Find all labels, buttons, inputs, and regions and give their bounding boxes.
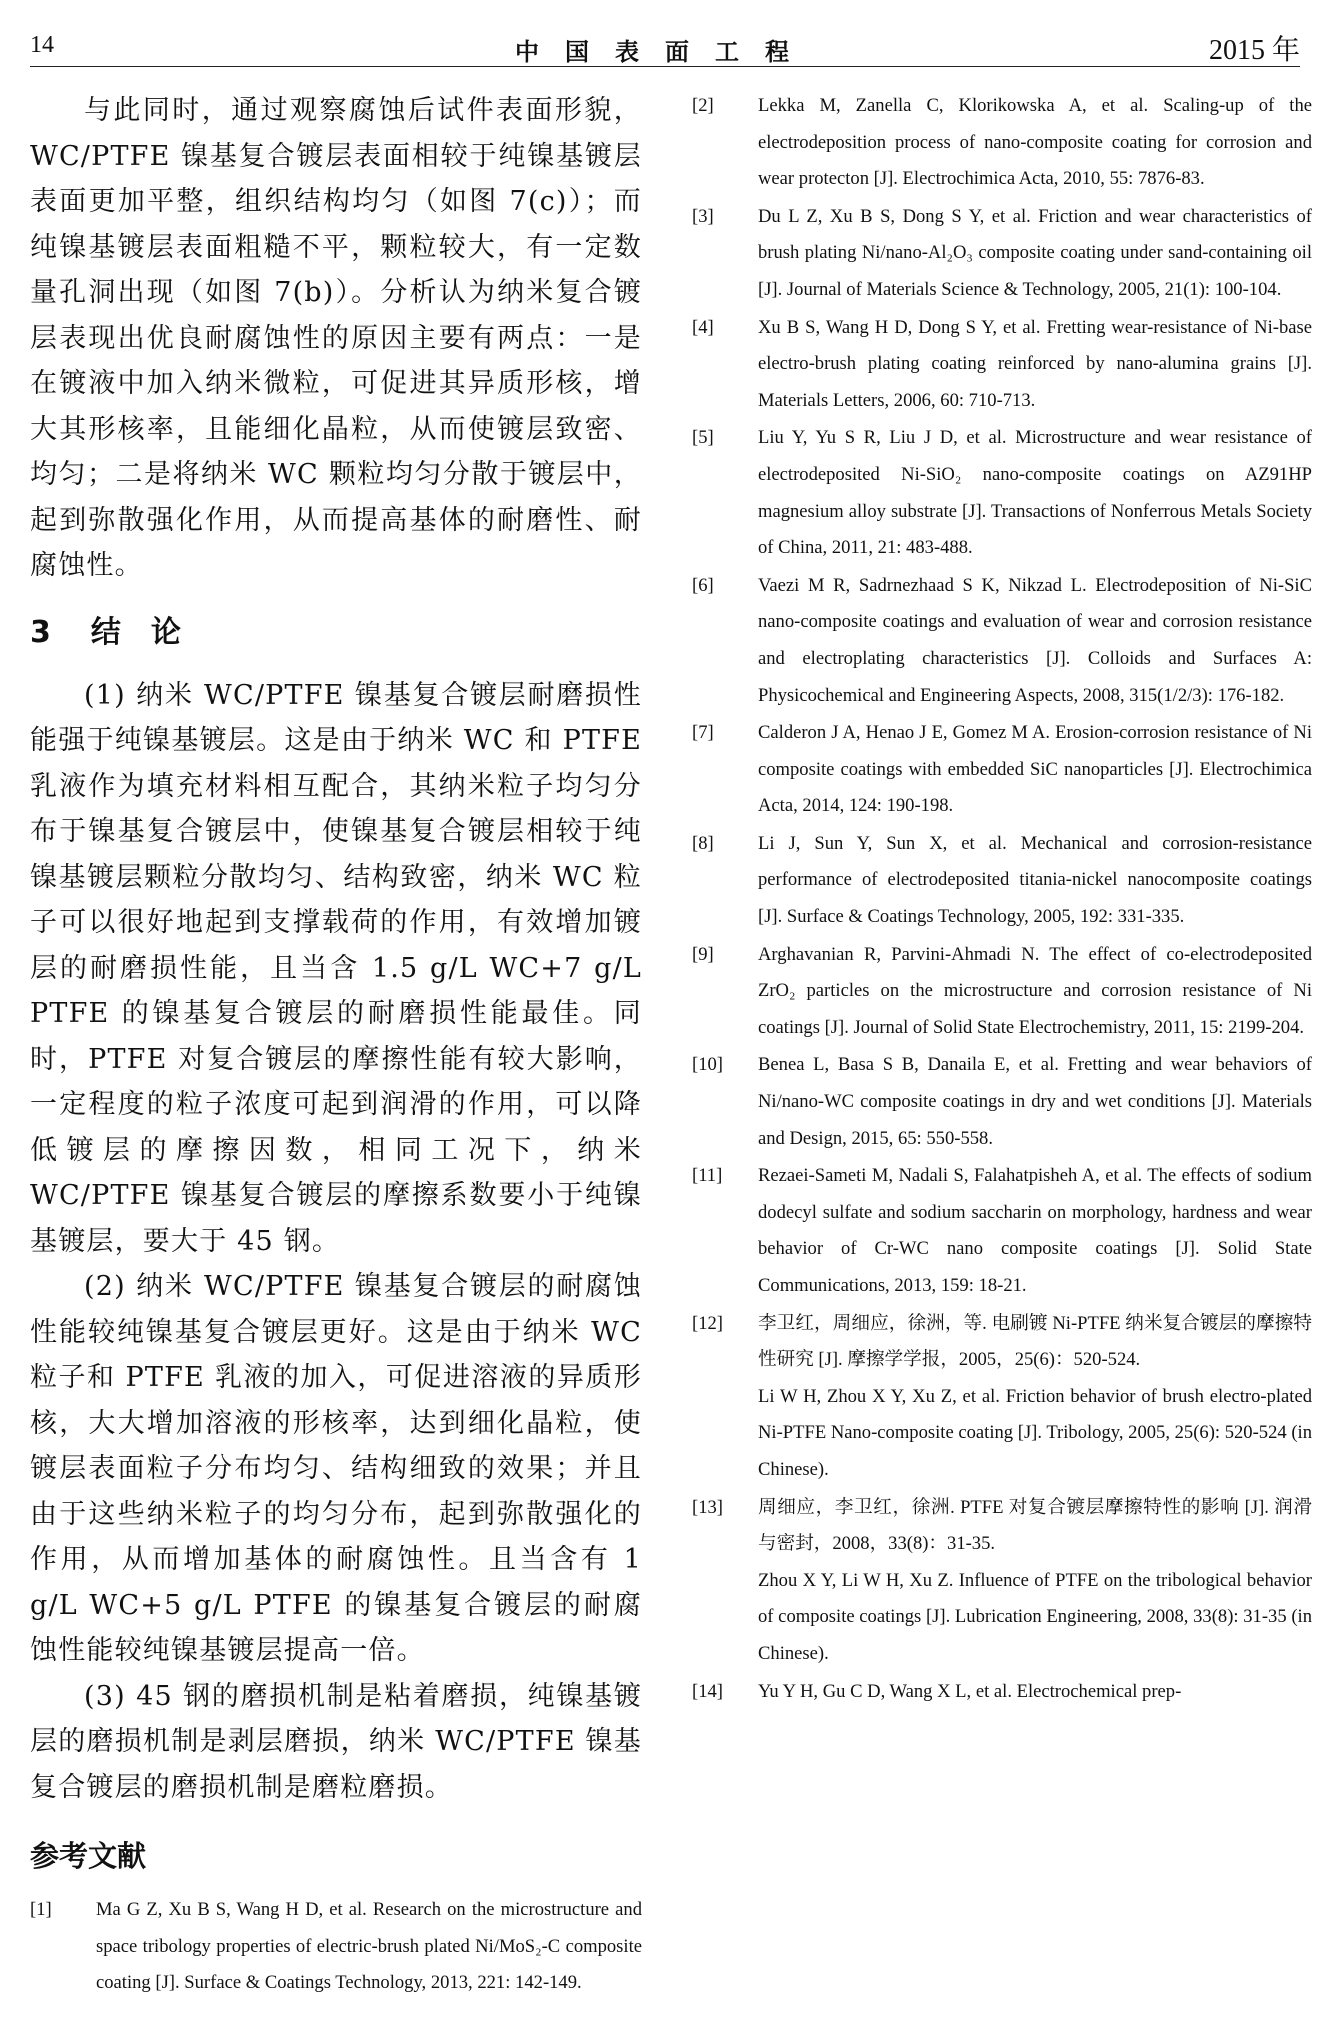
- reference-number: [4]: [692, 316, 714, 338]
- reference-item: [692, 1158, 1312, 1304]
- reference-number: [5]: [692, 427, 714, 449]
- reference-text: Calderon J A, Henao J E, Gomez M A. Erosion-corrosion resistance of Ni composite coatings with embedded SiC nanoparticles [J]. Electrochimica Acta, 2014, 124: 190-198.: [758, 722, 1312, 817]
- conclusion-2: (2) 纳米 WC/PTFE 镍基复合镀层的耐腐蚀性能较纯镍基复合镀层更好。这是由于纳米 WC 粒子和 PTFE 乳液的加入，可促进溶液的异质形核，大大增加溶液的形核率，达到细化晶粒，使镀层表面粒子分布均匀、结构细致的效果；并且由于这些纳米粒子的均匀分布，起到弥散强化的作用，从而增加基体的耐腐蚀性。且当含有 1 g/L WC+5 g/L PTFE 的镍基复合镀层的耐腐蚀性能较纯镍基镀层提高一倍。: [30, 1271, 642, 1666]
- reference-text: Vaezi M R, Sadrnezhaad S K, Nikzad L. Electrodeposition of Ni-SiC nano-composite coatings and evaluation of wear and corrosion resistance and electroplating characteristics [J]. Colloids and Surfaces A: Physicochemical and Engineering Aspects, 2008, 315(1/2/3): 176-182.: [758, 574, 1312, 706]
- reference-item: [692, 937, 1312, 1047]
- reference-item: [692, 568, 1312, 714]
- reference-text: Yu Y H, Gu C D, Wang X L, et al. Electrochemical prep-: [758, 1680, 1182, 1702]
- section-title: 结 论: [90, 614, 181, 650]
- reference-number: [13]: [692, 1496, 723, 1518]
- reference-text: Benea L, Basa S B, Danaila E, et al. Fretting and wear behaviors of Ni/nano-WC composite coatings in dry and wet conditions [J]. Materials and Design, 2015, 65: 550-558.: [758, 1054, 1312, 1149]
- reference-item: [692, 1490, 1312, 1673]
- reference-item: [692, 199, 1312, 309]
- page-number: 14: [30, 32, 54, 58]
- conclusion-1: (1) 纳米 WC/PTFE 镍基复合镀层耐磨损性能强于纯镍基镀层。这是由于纳米 WC 和 PTFE 乳液作为填充材料相互配合，其纳米粒子均匀分布于镍基复合镀层中，使镍基复合镀层相较于纯镍基镀层颗粒分散均匀、结构致密，纳米 WC 粒子可以很好地起到支撑载荷的作用，有效增加镀层的耐磨损性能，且当含 1.5 g/L WC+7 g/L PTFE 的镍基复合镀层的耐磨损性能最佳。同时，PTFE 对复合镀层的摩擦性能有较大影响，一定程度的粒子浓度可起到润滑的作用，可以降低镀层的摩擦因数，相同工况下，纳米 WC/PTFE 镍基复合镀层的摩擦系数要小于纯镍基镀层，要大于 45 钢。: [30, 679, 642, 1257]
- right-column: [692, 88, 1312, 1711]
- reference-number: [6]: [692, 574, 714, 596]
- section-heading: [30, 611, 642, 655]
- reference-text: 李卫红，周细应，徐洲，等. 电刷镀 Ni-PTFE 纳米复合镀层的摩擦特性研究 [J]. 摩擦学学报，2005，25(6)：520-524.: [758, 1312, 1312, 1371]
- reference-text: Lekka M, Zanella C, Klorikowska A, et al. Scaling-up of the electrodeposition process of nano-composite coating for corrosion and wear protecton [J]. Electrochimica Acta, 2010, 55: 7876-83.: [758, 95, 1312, 190]
- section-number: 3: [30, 614, 51, 650]
- reference-item: [692, 1674, 1312, 1711]
- reference-item: [692, 310, 1312, 420]
- reference-text: 周细应，李卫红，徐洲. PTFE 对复合镀层摩擦特性的影响 [J]. 润滑与密封，2008，33(8)：31-35.: [758, 1496, 1312, 1555]
- reference-item: [692, 826, 1312, 936]
- reference-text-english: Li W H, Zhou X Y, Xu Z, et al. Friction behavior of brush electro-plated Ni-PTFE Nano-composite coating [J]. Tribology, 2005, 25(6): 520-524 (in Chinese).: [758, 1385, 1312, 1480]
- reference-text: Li J, Sun Y, Sun X, et al. Mechanical and corrosion-resistance performance of electrodeposited titania-nickel nanocomposite coatings [J]. Surface & Coatings Technology, 2005, 192: 331-335.: [758, 832, 1312, 928]
- reference-item: [692, 88, 1312, 198]
- publication-year: 2015 年: [1208, 35, 1300, 66]
- reference-item: [692, 1306, 1312, 1489]
- reference-item: [692, 1047, 1312, 1157]
- reference-text-english: Zhou X Y, Li W H, Xu Z. Influence of PTFE on the tribological behavior of composite coatings [J]. Lubrication Engineering, 2008, 33(8): 31-35 (in Chinese).: [758, 1569, 1312, 1664]
- references-heading: 参考文献: [30, 1839, 147, 1873]
- reference-text: Ma G Z, Xu B S, Wang H D, et al. Research on the microstructure and space tribology properties of electric-brush plated Ni/MoS₂-C composite coating [J]. Surface & Coatings Technology, 2013, 221: 142-149.: [96, 1899, 642, 1994]
- reference-text: Du L Z, Xu B S, Dong S Y, et al. Friction and wear characteristics of brush plating Ni/nano-Al₂O₃ composite coating under sand-containing oil [J]. Journal of Materials Science & Technology, 2005, 21(1): 100-104.: [758, 205, 1312, 300]
- reference-item: [30, 1892, 642, 2002]
- reference-number: [3]: [692, 205, 714, 227]
- page-header: [30, 28, 1300, 68]
- reference-item: [692, 420, 1312, 566]
- reference-text: Xu B S, Wang H D, Dong S Y, et al. Fretting wear-resistance of Ni-base electro-brush plating coating reinforced by nano-alumina grains [J]. Materials Letters, 2006, 60: 710-713.: [758, 316, 1312, 411]
- header-rule: [30, 66, 1300, 67]
- journal-title: 中国表面工程: [515, 38, 815, 66]
- left-column: [30, 88, 642, 2003]
- conclusion-3: (3) 45 钢的磨损机制是粘着磨损，纯镍基镀层的磨损机制是剥层磨损，纳米 WC/PTFE 镍基复合镀层的磨损机制是磨粒磨损。: [30, 1680, 642, 1803]
- reference-number: [1]: [30, 1899, 52, 1920]
- reference-item: [692, 715, 1312, 825]
- reference-number: [9]: [692, 943, 714, 965]
- reference-number: [11]: [692, 1165, 723, 1187]
- reference-text: Liu Y, Yu S R, Liu J D, et al. Microstructure and wear resistance of electrodeposited Ni-SiO₂ nano-composite coatings on AZ91HP magnesium alloy substrate [J]. Transactions of Nonferrous Metals Society of China, 2011, 21: 483-488.: [758, 427, 1312, 559]
- reference-number: [12]: [692, 1312, 723, 1334]
- reference-text: Rezaei-Sameti M, Nadali S, Falahatpisheh A, et al. The effects of sodium dodecyl sulfate and sodium saccharin on morphology, hardness and wear behavior of Cr-WC nano composite coatings [J]. Solid State Communications, 2013, 159: 18-21.: [758, 1165, 1312, 1296]
- reference-number: [2]: [692, 95, 714, 116]
- reference-number: [10]: [692, 1054, 723, 1076]
- reference-number: [8]: [692, 832, 714, 854]
- reference-number: [7]: [692, 722, 714, 744]
- body-paragraph: 与此同时，通过观察腐蚀后试件表面形貌，WC/PTFE 镍基复合镀层表面相较于纯镍基镀层表面更加平整，组织结构均匀（如图 7(c)）；而纯镍基镀层表面粗糙不平，颗粒较大，有一定数量孔洞出现（如图 7(b)）。分析认为纳米复合镀层表现出优良耐腐蚀性的原因主要有两点：一是在镀液中加入纳米微粒，可促进其异质形核，增大其形核率，且能细化晶粒，从而使镀层致密、均匀；二是将纳米 WC 颗粒均匀分散于镀层中，起到弥散强化作用，从而提高基体的耐磨性、耐腐蚀性。: [30, 95, 642, 581]
- reference-number: [14]: [692, 1680, 723, 1702]
- reference-text: Arghavanian R, Parvini-Ahmadi N. The effect of co-electrodeposited ZrO₂ particles on the microstructure and corrosion resistance of Ni coatings [J]. Journal of Solid State Electrochemistry, 2011, 15: 2199-204.: [758, 943, 1312, 1038]
